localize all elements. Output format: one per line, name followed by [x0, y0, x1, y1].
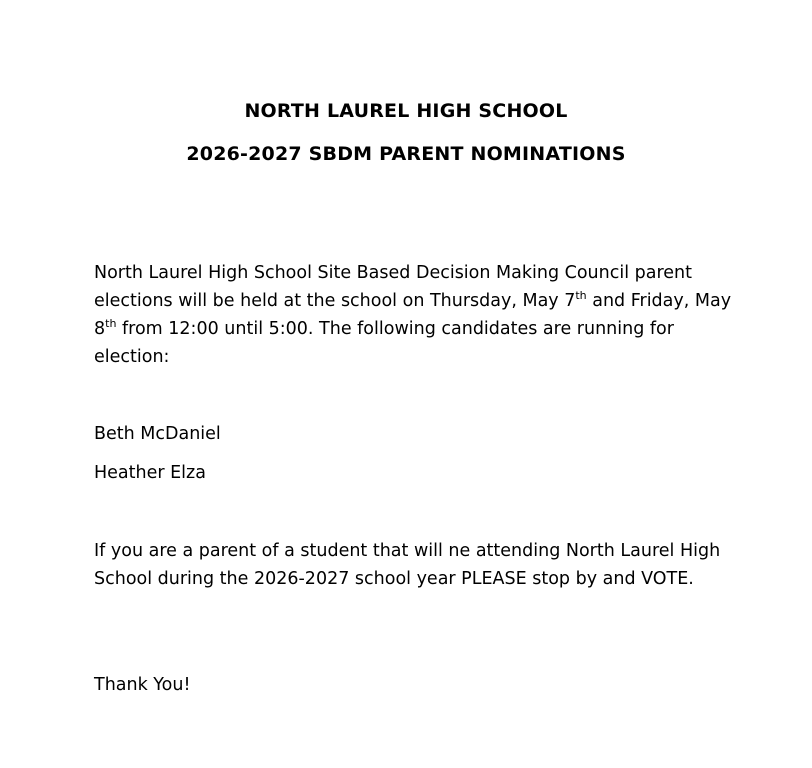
- intro-text-part1: North Laurel High School Site Based Decision Making Council parent elections will be held at the school on Thursday, May 7: [94, 263, 692, 311]
- candidate-name: Beth McDaniel: [94, 424, 221, 444]
- document-title-nominations: 2026-2027 SBDM PARENT NOMINATIONS: [186, 143, 626, 165]
- intro-paragraph: [94, 259, 734, 371]
- intro-superscript-1: th: [575, 289, 587, 303]
- candidate-name: Heather Elza: [94, 463, 206, 483]
- intro-text-part3: from 12:00 until 5:00. The following candidates are running for election:: [94, 319, 674, 367]
- appeal-paragraph: If you are a parent of a student that will ne attending North Laurel High School during the 2026-2027 school year PLEASE stop by and VOTE.: [94, 541, 721, 589]
- closing-text: Thank You!: [94, 675, 191, 695]
- document-title-school: NORTH LAUREL HIGH SCHOOL: [244, 100, 568, 122]
- intro-superscript-2: th: [105, 317, 117, 331]
- intro-text-part2: and Friday, May 8: [94, 291, 732, 339]
